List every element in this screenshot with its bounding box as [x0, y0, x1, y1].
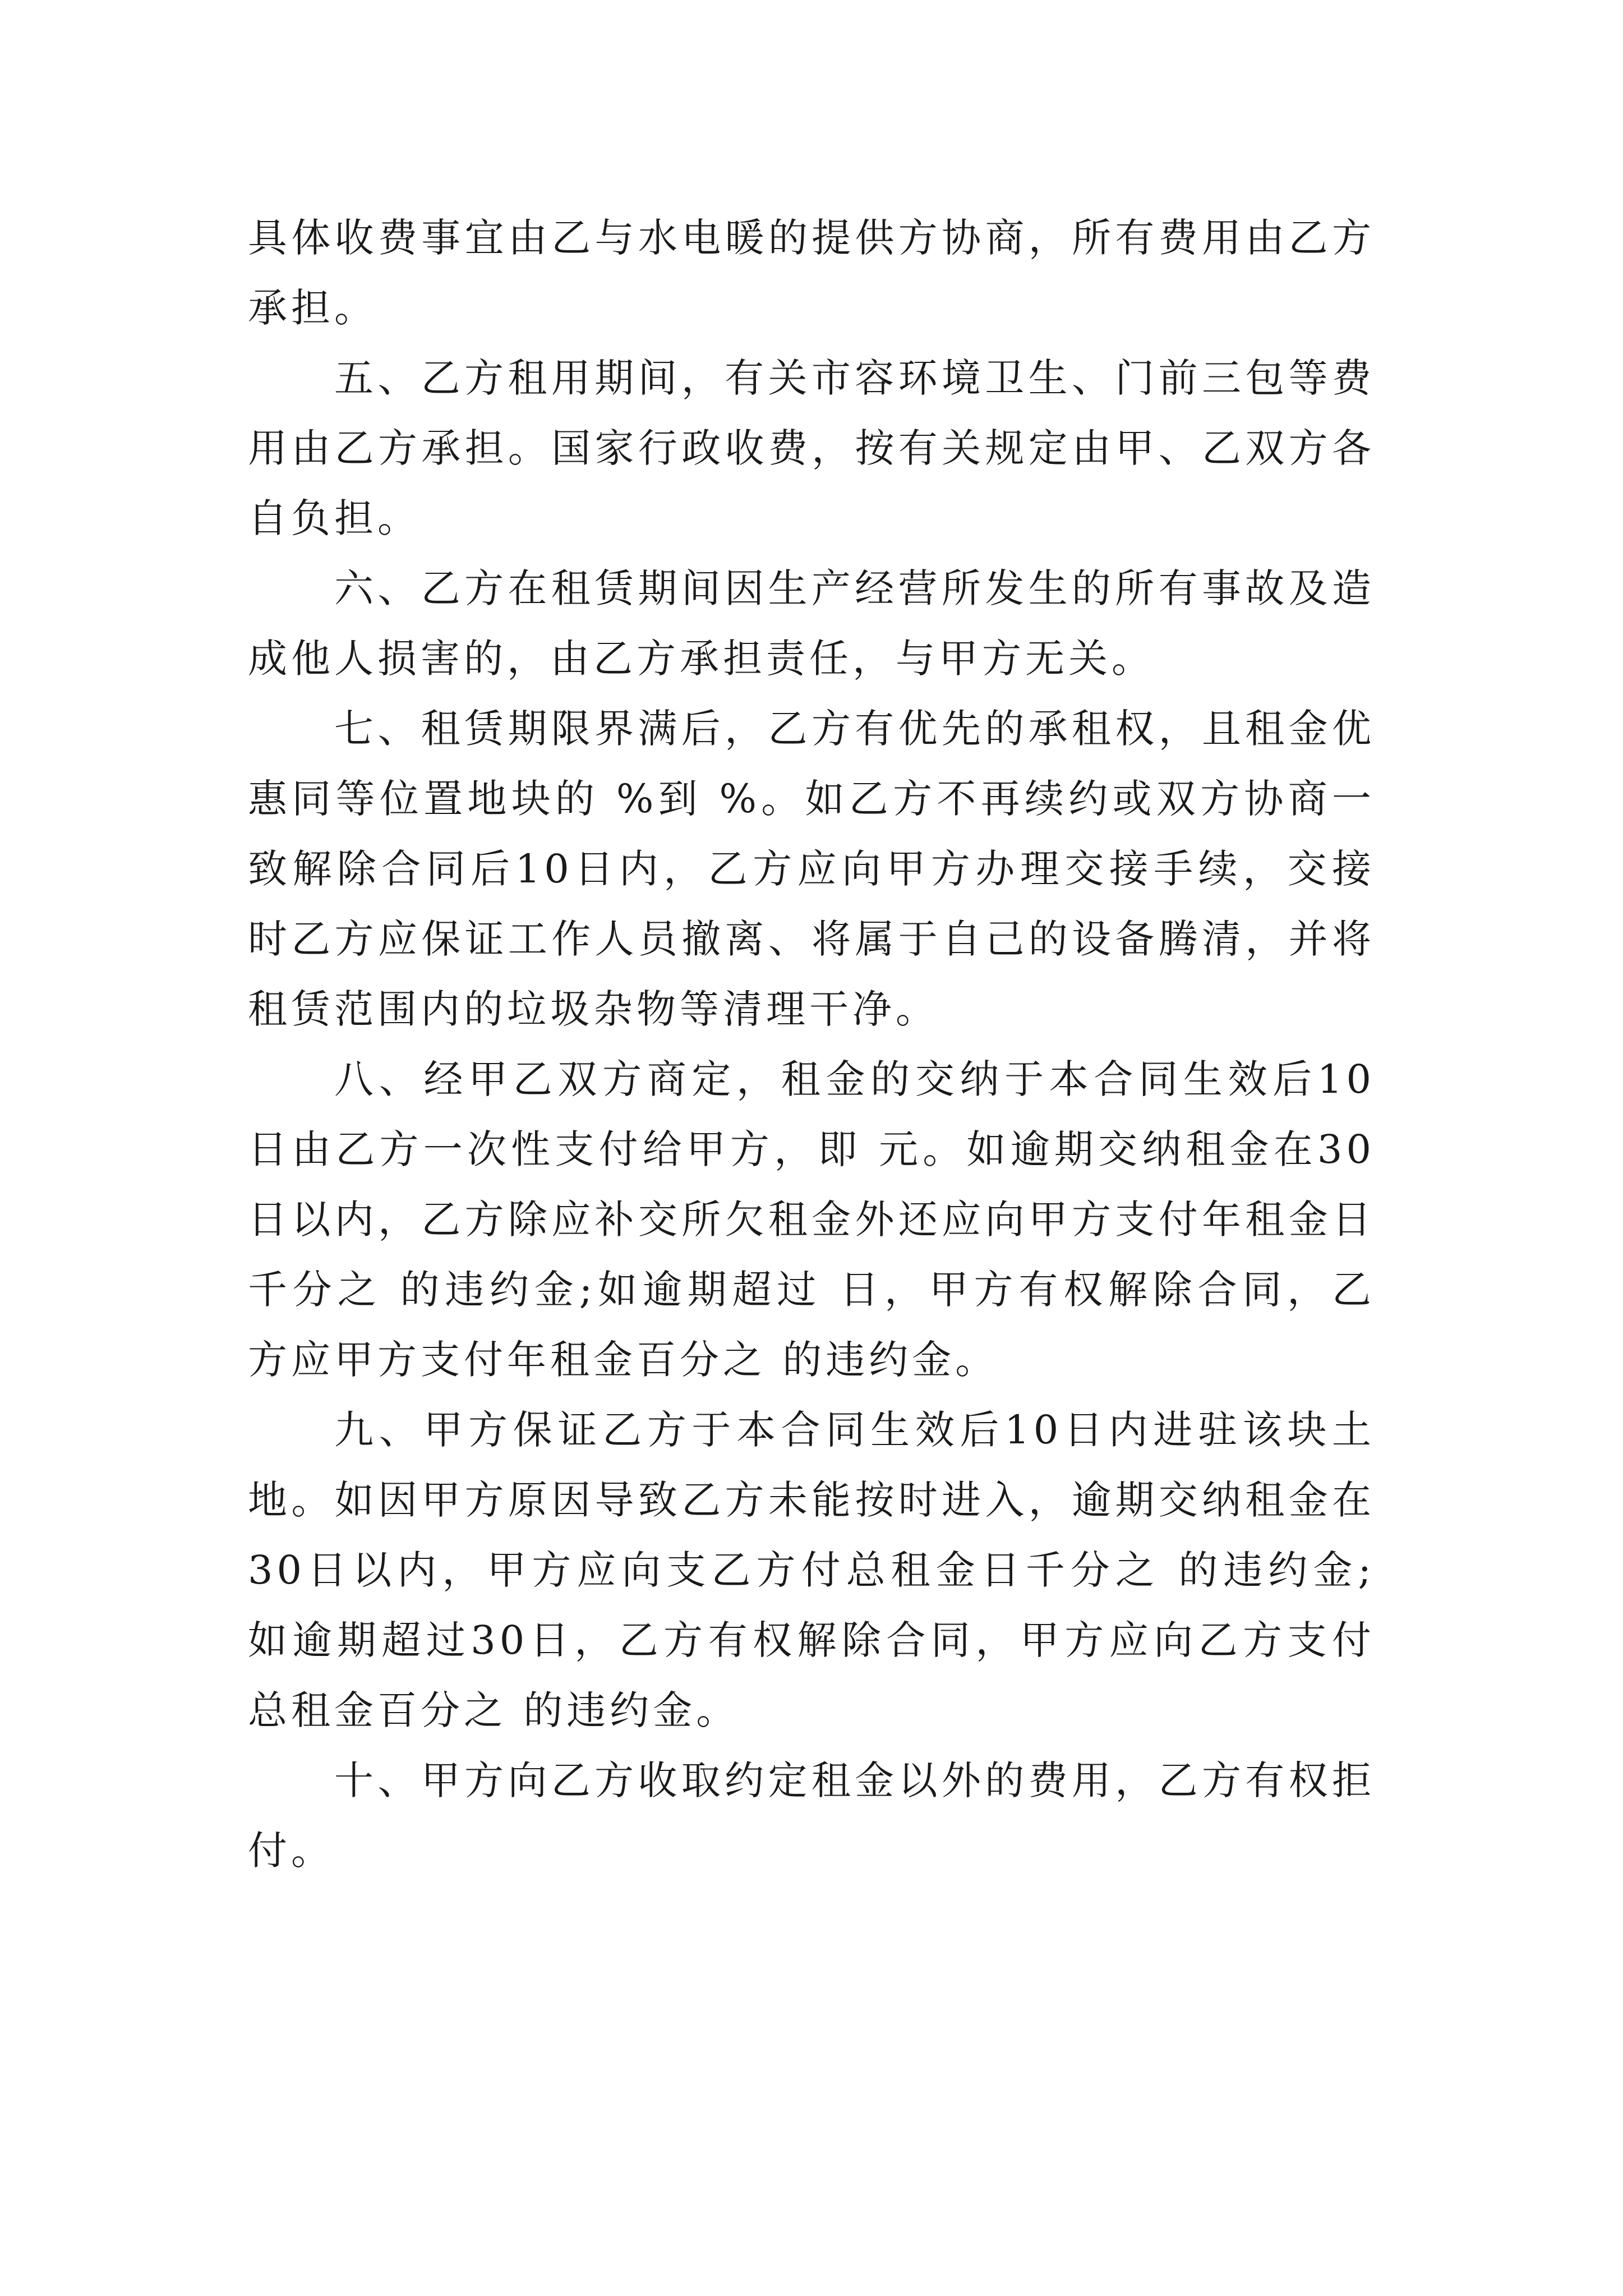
paragraph-clause-6: 六、乙方在租赁期间因生产经营所发生的所有事故及造成他人损害的，由乙方承担责任，与甲方无关。 — [248, 565, 1375, 682]
paragraph-fee-continuation: 具体收费事宜由乙与水电暖的提供方协商，所有费用由乙方承担。 — [248, 215, 1375, 331]
paragraph-clause-5: 五、乙方租用期间，有关市容环境卫生、门前三包等费用由乙方承担。国家行政收费，按有关规定由甲、乙双方各自负担。 — [248, 355, 1375, 541]
paragraph-clause-9: 九、甲方保证乙方于本合同生效后10日内进驻该块土地。如因甲方原因导致乙方未能按时进入，逾期交纳租金在30日以内，甲方应向支乙方付总租金日千分之 的违约金;如逾期超过30日，乙方有权解除合同，甲方应向乙方支付总租金百分之 的违约金。 — [248, 1407, 1375, 1733]
paragraph-clause-10: 十、甲方向乙方收取约定租金以外的费用，乙方有权拒付。 — [248, 1757, 1375, 1874]
document-body — [248, 203, 1375, 1886]
paragraph-clause-8: 八、经甲乙双方商定，租金的交纳于本合同生效后10日由乙方一次性支付给甲方，即 元。如逾期交纳租金在30日以内，乙方除应补交所欠租金外还应向甲方支付年租金日千分之 的违约金;如逾期超过 日，甲方有权解除合同，乙方应甲方支付年租金百分之 的违约金。 — [248, 1056, 1375, 1383]
paragraph-clause-7: 七、租赁期限界满后，乙方有优先的承租权，且租金优惠同等位置地块的 %到 %。如乙方不再续约或双方协商一致解除合同后10日内，乙方应向甲方办理交接手续，交接时乙方应保证工作人员撤离、将属于自己的设备腾清，并将租赁范围内的垃圾杂物等清理干净。 — [248, 706, 1375, 1032]
